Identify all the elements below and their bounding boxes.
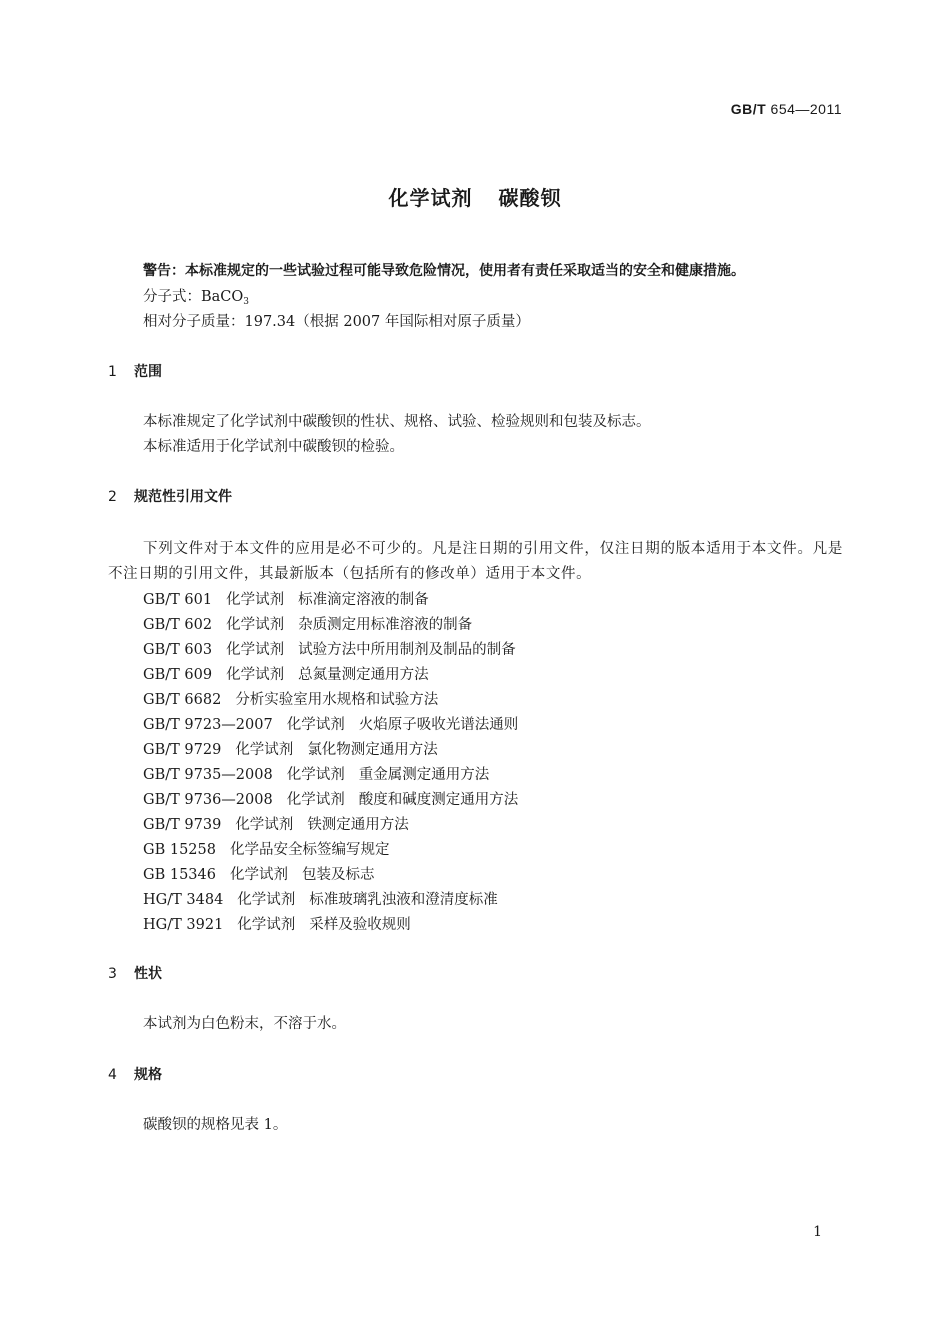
section-number: 1	[108, 364, 117, 380]
section-title: 规格	[134, 1067, 162, 1083]
molecular-mass: 相对分子质量：197.34（根据 2007 年国际相对原子质量）	[143, 314, 530, 330]
reference-code: GB/T 603	[143, 642, 213, 658]
reference-code: HG/T 3484	[143, 892, 224, 908]
reference-title: 酸度和碱度测定通用方法	[358, 792, 519, 808]
page-number: 1	[813, 1224, 822, 1240]
reference-item	[143, 713, 518, 738]
reference-code: GB 15258	[143, 842, 216, 858]
scope-paragraph-2: 本标准适用于化学试剂中碳酸钡的检验。	[143, 439, 404, 455]
title-category: 化学试剂	[388, 186, 473, 210]
reference-code: GB/T 9736—2008	[143, 792, 273, 808]
reference-code: GB/T 9729	[143, 742, 222, 758]
reference-list	[143, 588, 518, 938]
reference-title: 重金属测定通用方法	[358, 767, 490, 783]
reference-title: 采样及验收规则	[309, 917, 411, 933]
reference-part: 化学试剂	[235, 817, 294, 833]
reference-code: GB/T 601	[143, 592, 213, 608]
reference-part: 化学试剂	[226, 667, 285, 683]
reference-part: 化学试剂	[286, 717, 345, 733]
reference-code: GB/T 609	[143, 667, 213, 683]
reference-title: 铁测定通用方法	[307, 817, 409, 833]
section-heading-scope	[108, 362, 162, 382]
section-number: 2	[108, 489, 117, 505]
section-number: 3	[108, 966, 117, 982]
molecular-formula	[143, 287, 249, 312]
reference-part: 化学品安全标签编写规定	[229, 842, 390, 858]
reference-item	[143, 788, 518, 813]
reference-item	[143, 613, 518, 638]
reference-part: 化学试剂	[286, 767, 345, 783]
reference-title: 总氮量测定通用方法	[298, 667, 429, 683]
reference-title: 标准玻璃乳浊液和澄清度标准	[309, 892, 498, 908]
formula-subscript: 3	[243, 297, 250, 307]
reference-code: GB/T 9735—2008	[143, 767, 273, 783]
references-intro: 下列文件对于本文件的应用是必不可少的。凡是注日期的引用文件，仅注日期的版本适用于本文件。凡是不注日期的引用文件，其最新版本（包括所有的修改单）适用于本文件。	[108, 541, 843, 582]
reference-part: 化学试剂	[226, 592, 285, 608]
reference-title: 包装及标志	[301, 867, 375, 883]
reference-part: 化学试剂	[237, 892, 296, 908]
reference-code: GB/T 9739	[143, 817, 222, 833]
standard-prefix: GB/T	[730, 101, 767, 117]
reference-item	[143, 888, 518, 913]
reference-part: 化学试剂	[237, 917, 296, 933]
formula-label: 分子式：	[143, 289, 201, 305]
reference-item	[143, 588, 518, 613]
standard-code: 654—2011	[770, 101, 842, 117]
safety-warning: 警告：本标准规定的一些试验过程可能导致危险情况，使用者有责任采取适当的安全和健康措施。	[143, 263, 745, 279]
reference-part: 化学试剂	[235, 742, 294, 758]
reference-item	[143, 913, 518, 938]
reference-item	[143, 763, 518, 788]
section-title: 规范性引用文件	[134, 489, 232, 505]
section-number: 4	[108, 1067, 117, 1083]
formula-main: BaCO	[201, 289, 244, 305]
section-heading-properties	[108, 964, 162, 984]
reference-item	[143, 638, 518, 663]
reference-title: 火焰原子吸收光谱法通则	[358, 717, 519, 733]
reference-title: 标准滴定溶液的制备	[298, 592, 429, 608]
reference-code: GB/T 602	[143, 617, 213, 633]
reference-part: 化学试剂	[286, 792, 345, 808]
section-heading-normative-references	[108, 487, 232, 507]
reference-item	[143, 663, 518, 688]
reference-code: GB/T 9723—2007	[143, 717, 273, 733]
reference-code: GB/T 6682	[143, 692, 222, 708]
document-title	[0, 182, 950, 211]
reference-part: 化学试剂	[226, 617, 285, 633]
reference-item	[143, 738, 518, 763]
reference-part: 化学试剂	[226, 642, 285, 658]
specifications-paragraph: 碳酸钡的规格见表 1。	[143, 1117, 288, 1133]
reference-code: HG/T 3921	[143, 917, 224, 933]
reference-item	[143, 813, 518, 838]
reference-title: 试验方法中所用制剂及制品的制备	[298, 642, 516, 658]
reference-code: GB 15346	[143, 867, 216, 883]
title-substance: 碳酸钡	[498, 186, 562, 210]
standard-number-header	[731, 101, 842, 117]
reference-item	[143, 838, 518, 863]
reference-title: 杂质测定用标准溶液的制备	[298, 617, 473, 633]
section-title: 范围	[134, 364, 162, 380]
reference-item	[143, 688, 518, 713]
reference-part: 化学试剂	[229, 867, 288, 883]
reference-part: 分析实验室用水规格和试验方法	[235, 692, 439, 708]
section-heading-specifications	[108, 1065, 162, 1085]
reference-title: 氯化物测定通用方法	[307, 742, 438, 758]
properties-paragraph: 本试剂为白色粉末，不溶于水。	[143, 1016, 346, 1032]
reference-item	[143, 863, 518, 888]
section-title: 性状	[134, 966, 162, 982]
scope-paragraph-1: 本标准规定了化学试剂中碳酸钡的性状、规格、试验、检验规则和包装及标志。	[143, 414, 651, 430]
